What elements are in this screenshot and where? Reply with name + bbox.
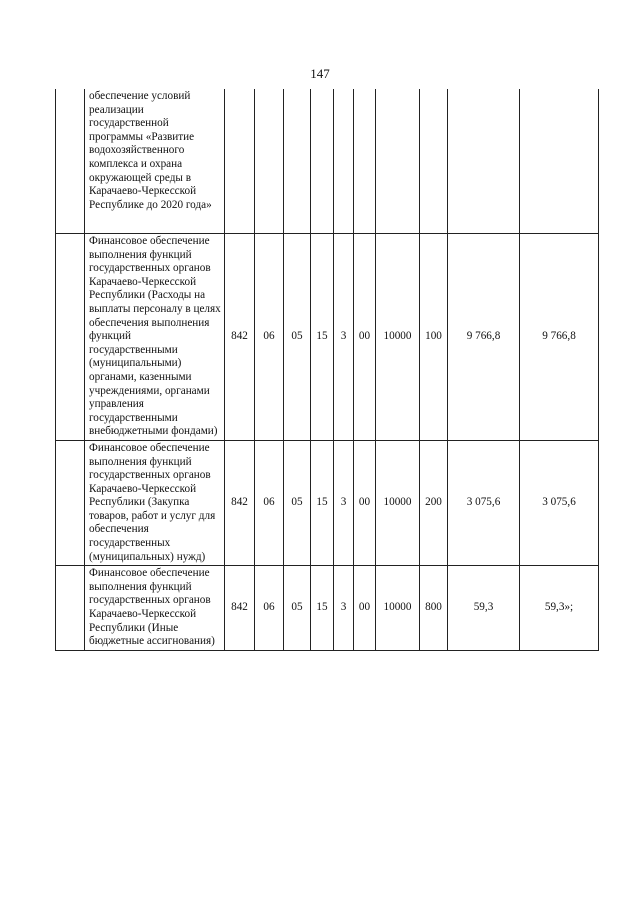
table-cell-program: 15	[311, 234, 334, 441]
table-cell-direction: 10000	[376, 440, 420, 565]
table-cell-expense-type: 200	[420, 440, 448, 565]
table-row	[56, 234, 599, 441]
table-cell-section	[255, 89, 284, 234]
table-cell-amount	[448, 89, 520, 234]
table-cell-section: 06	[255, 234, 284, 441]
table-cell-subsection: 05	[284, 440, 311, 565]
table-cell-blank	[56, 566, 85, 651]
table-row	[56, 89, 599, 234]
table-cell-amount-total	[520, 89, 599, 234]
table-cell-direction: 10000	[376, 566, 420, 651]
table-cell-event	[354, 89, 376, 234]
table-cell-amount: 59,3	[448, 566, 520, 651]
budget-table	[55, 89, 599, 651]
table-cell-event: 00	[354, 566, 376, 651]
table-cell-amount: 9 766,8	[448, 234, 520, 441]
table-cell-program	[311, 89, 334, 234]
table-cell-subsection: 05	[284, 566, 311, 651]
table-cell-event: 00	[354, 234, 376, 441]
table-cell-expense-type: 800	[420, 566, 448, 651]
table-cell-name: Финансовое обеспечение выполнения функций государственных органов Карачаево-Черкесской Республики (Расходы на выплаты персоналу в целях обеспечения выполнения функций государственными (муниципальными) органами, казенными учреждениями, органами управления государственными внебюджетными фондами)	[85, 234, 225, 441]
table-cell-subsection	[284, 89, 311, 234]
table-cell-direction	[376, 89, 420, 234]
table-cell-amount-total: 59,3»;	[520, 566, 599, 651]
table-cell-ministry: 842	[225, 440, 255, 565]
table-cell-ministry: 842	[225, 566, 255, 651]
table-cell-program: 15	[311, 566, 334, 651]
table-cell-section: 06	[255, 566, 284, 651]
table-cell-ministry	[225, 89, 255, 234]
table-cell-section: 06	[255, 440, 284, 565]
table-cell-name: Финансовое обеспечение выполнения функций государственных органов Карачаево-Черкесской Республики (Закупка товаров, работ и услуг для обеспечения государственных (муниципальных) нужд)	[85, 440, 225, 565]
table-cell-direction: 10000	[376, 234, 420, 441]
table-cell-amount: 3 075,6	[448, 440, 520, 565]
table-cell-subsection: 05	[284, 234, 311, 441]
table-row	[56, 440, 599, 565]
table-cell-expense-type	[420, 89, 448, 234]
table-cell-subprogram	[334, 89, 354, 234]
table-cell-blank	[56, 440, 85, 565]
table-cell-ministry: 842	[225, 234, 255, 441]
table-cell-blank	[56, 89, 85, 234]
table-cell-program: 15	[311, 440, 334, 565]
table-cell-name: обеспечение условий реализации государственной программы «Развитие водохозяйственного комплекса и охрана окружающей среды в Карачаево-Черкесской Республике до 2020 года»	[85, 89, 225, 234]
page-number: 147	[310, 66, 330, 81]
table-cell-subprogram: 3	[334, 566, 354, 651]
table-cell-blank	[56, 234, 85, 441]
table-row	[56, 566, 599, 651]
table-cell-amount-total: 3 075,6	[520, 440, 599, 565]
table-cell-subprogram: 3	[334, 440, 354, 565]
table-cell-event: 00	[354, 440, 376, 565]
table-cell-name: Финансовое обеспечение выполнения функций государственных органов Карачаево-Черкесской Республики (Иные бюджетные ассигнования)	[85, 566, 225, 651]
table-cell-expense-type: 100	[420, 234, 448, 441]
table-cell-subprogram: 3	[334, 234, 354, 441]
table-cell-amount-total: 9 766,8	[520, 234, 599, 441]
